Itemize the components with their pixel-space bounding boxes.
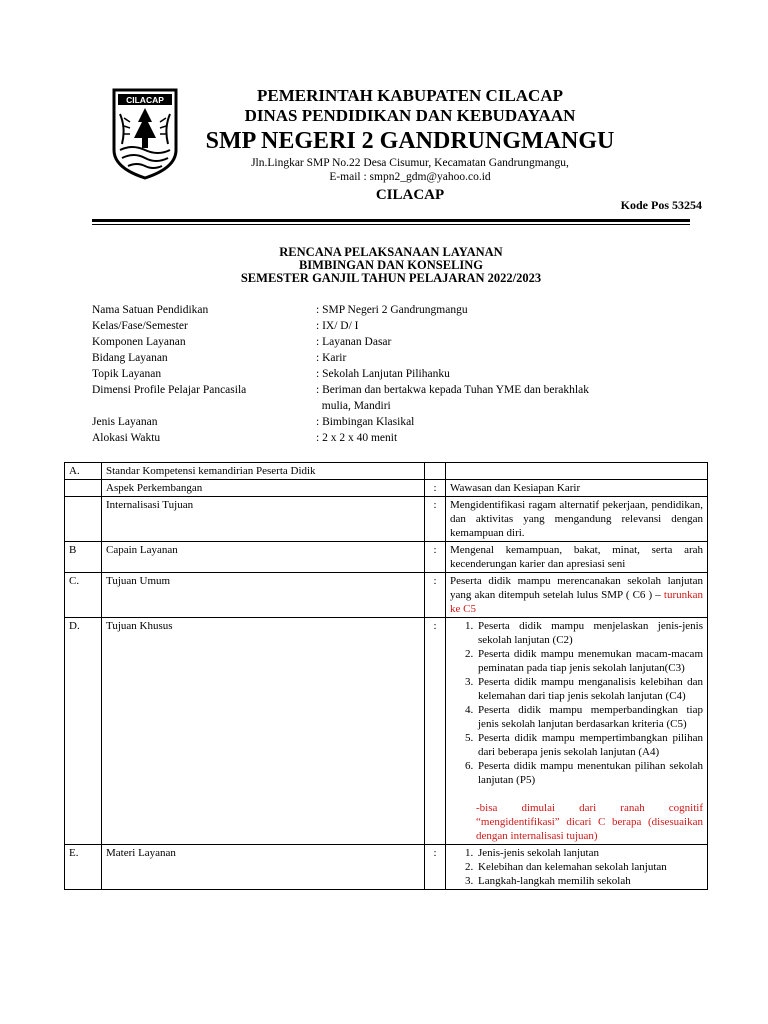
identity-label: Jenis Layanan: [92, 416, 158, 428]
row-value: Mengidentifikasi ragam alternatif pekerjaan, pendidikan, dan aktivitas yang mengandung relevansi dengan kemampuan diri.: [446, 497, 708, 542]
logo-label: CILACAP: [126, 95, 164, 105]
row-letter: B: [65, 542, 102, 573]
identity-label: Kelas/Fase/Semester: [92, 320, 188, 332]
colon-cell: :: [425, 497, 446, 542]
identity-value: : Sekolah Lanjutan Pilihanku: [316, 368, 450, 380]
row-value: Wawasan dan Kesiapan Karir: [446, 480, 708, 497]
identity-value: : Layanan Dasar: [316, 336, 392, 348]
row-value: [446, 463, 708, 480]
title-line-2: BIMBINGAN DAN KONSELING: [298, 258, 484, 272]
city-name: CILACAP: [375, 187, 445, 203]
table-row: [65, 497, 708, 542]
row-value: [446, 618, 708, 845]
identity-section: [92, 302, 636, 446]
identity-row: [92, 382, 636, 398]
identity-row: [92, 318, 636, 334]
row-heading: Aspek Perkembangan: [102, 480, 425, 497]
identity-value: mulia, Mandiri: [316, 400, 391, 412]
identity-value: : SMP Negeri 2 Gandrungmangu: [316, 304, 468, 316]
service-plan-table: [64, 462, 708, 890]
identity-row: [92, 398, 636, 414]
table-row: [65, 573, 708, 618]
materials-list: [450, 846, 703, 888]
list-item: 6. Peserta didik mampu menentukan pilihan sekolah lanjutan (P5): [476, 759, 703, 787]
identity-label: Bidang Layanan: [92, 352, 168, 364]
identity-label: Komponen Layanan: [92, 336, 186, 348]
table-row: [65, 618, 708, 845]
list-item: 3. Langkah-langkah memilih sekolah: [476, 874, 703, 888]
revision-note: -bisa dimulai dari ranah cognitif “mengidentifikasi” dicari C berapa (disesuaikan dengan internalisasi tujuan): [476, 802, 703, 842]
letterhead: [180, 86, 640, 206]
row-value: [446, 573, 708, 618]
identity-row: [92, 350, 636, 366]
letterhead-divider-thin: [92, 224, 690, 225]
identity-label: Topik Layanan: [92, 368, 162, 380]
row-letter: [65, 497, 102, 542]
specific-goals-list: [450, 619, 703, 787]
school-name: SMP NEGERI 2 GANDRUNGMANGU: [205, 128, 615, 154]
identity-row: [92, 302, 636, 318]
title-line-1: RENCANA PELAKSANAAN LAYANAN: [279, 245, 503, 259]
colon-cell: :: [425, 618, 446, 845]
colon-cell: [425, 463, 446, 480]
identity-row: [92, 366, 636, 382]
row-heading: Materi Layanan: [102, 845, 425, 890]
identity-row: [92, 430, 636, 446]
letterhead-divider-thick: [92, 219, 690, 222]
row-heading: Standar Kompetensi kemandirian Peserta Didik: [102, 463, 425, 480]
row-heading: Tujuan Khusus: [102, 618, 425, 845]
list-item: 3. Peserta didik mampu menganalisis kelebihan dan kelemahan dari tiap jenis sekolah lanjutan (C4): [476, 675, 703, 703]
revision-note: turunkan ke C5: [450, 589, 703, 615]
row-letter: D.: [65, 618, 102, 845]
cilacap-regency-logo: [112, 88, 178, 180]
colon-cell: :: [425, 480, 446, 497]
list-item: 2. Peserta didik mampu menemukan macam-macam peminatan pada tiap jenis sekolah lanjutan(C3): [476, 647, 703, 675]
document-title: [92, 246, 690, 285]
identity-value: : Karir: [316, 352, 347, 364]
list-item: 2. Kelebihan dan kelemahan sekolah lanjutan: [476, 860, 703, 874]
postal-code: Kode Pos 53254: [620, 198, 702, 212]
colon-cell: :: [425, 542, 446, 573]
row-heading: Capain Layanan: [102, 542, 425, 573]
row-letter: [65, 480, 102, 497]
title-line-3: SEMESTER GANJIL TAHUN PELAJARAN 2022/2023: [240, 271, 542, 285]
government-name: PEMERINTAH KABUPATEN CILACAP: [256, 86, 563, 105]
identity-row: [92, 334, 636, 350]
row-letter: C.: [65, 573, 102, 618]
list-item: 1. Peserta didik mampu menjelaskan jenis-jenis sekolah lanjutan (C2): [476, 619, 703, 647]
department-name: DINAS PENDIDIKAN DAN KEBUDAYAAN: [244, 106, 576, 125]
identity-label: Nama Satuan Pendidikan: [92, 304, 209, 316]
identity-value: : Beriman dan bertakwa kepada Tuhan YME dan berakhlak: [316, 384, 589, 396]
school-address: Jln.Lingkar SMP No.22 Desa Cisumur, Kecamatan Gandrungmangu,: [251, 157, 569, 169]
identity-value: : Bimbingan Klasikal: [316, 416, 415, 428]
identity-row: [92, 414, 636, 430]
list-item: 5. Peserta didik mampu mempertimbangkan pilihan dari beberapa jenis sekolah lanjutan (A4): [476, 731, 703, 759]
row-letter: A.: [65, 463, 102, 480]
row-heading: Internalisasi Tujuan: [102, 497, 425, 542]
row-value: [446, 845, 708, 890]
table-row: [65, 845, 708, 890]
identity-value: : 2 x 2 x 40 menit: [316, 432, 398, 444]
row-heading: Tujuan Umum: [102, 573, 425, 618]
table-row: [65, 480, 708, 497]
general-goal-text: Peserta didik mampu merencanakan sekolah lanjutan yang akan ditempuh setelah lulus SMP ( C6 ) –: [450, 575, 703, 601]
identity-label: Alokasi Waktu: [92, 432, 161, 444]
row-value: Mengenal kemampuan, bakat, minat, serta arah kecenderungan karier dan apresiasi seni: [446, 542, 708, 573]
colon-cell: :: [425, 573, 446, 618]
table-row: [65, 463, 708, 480]
identity-value: : IX/ D/ I: [316, 320, 359, 332]
identity-label: Dimensi Profile Pelajar Pancasila: [92, 384, 247, 396]
colon-cell: :: [425, 845, 446, 890]
row-letter: E.: [65, 845, 102, 890]
school-email: E-mail : smpn2_gdm@yahoo.co.id: [329, 171, 491, 183]
identity-label: [92, 398, 316, 414]
table-row: [65, 542, 708, 573]
list-item: 4. Peserta didik mampu memperbandingkan tiap jenis sekolah lanjutan berdasarkan kriteria (C5): [476, 703, 703, 731]
list-item: 1. Jenis-jenis sekolah lanjutan: [476, 846, 703, 860]
